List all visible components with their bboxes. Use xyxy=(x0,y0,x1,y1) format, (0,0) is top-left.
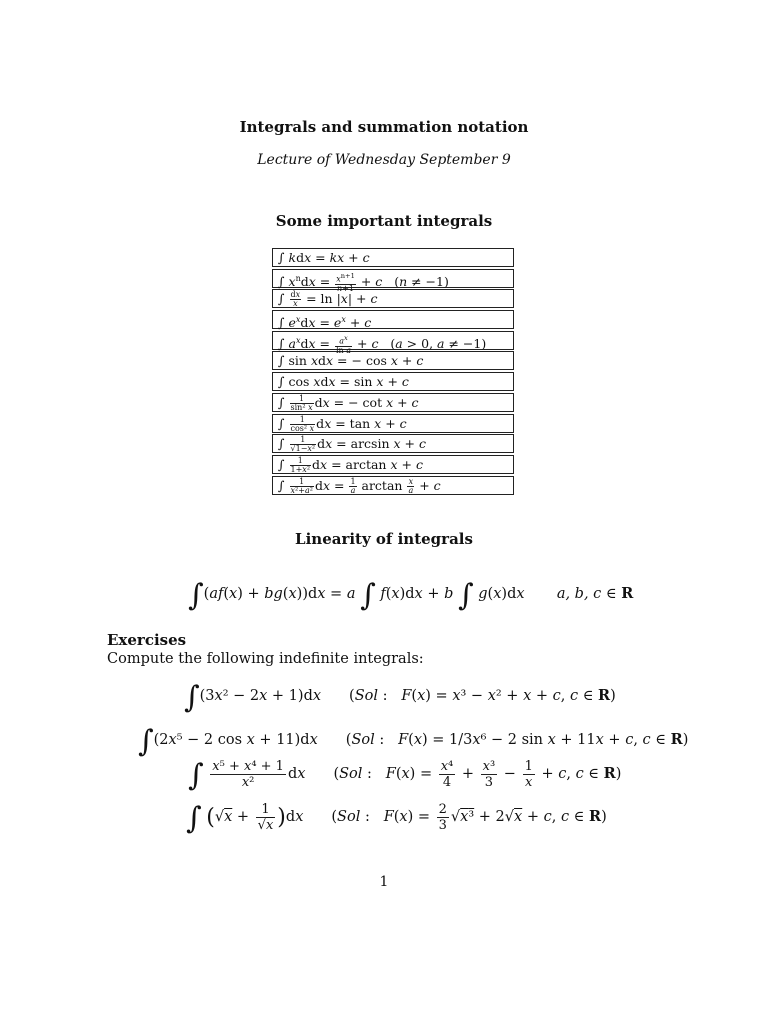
page-title: Integrals and summation notation xyxy=(239,118,529,136)
exercise-item: ∫(2x⁵ − 2 cos x + 11)dx (Sol : F(x) = 1/3x⁶ − 2 sin x + 11x + c, c ∈ R) xyxy=(138,724,689,759)
page-number: 1 xyxy=(379,874,389,890)
exercises-intro: Compute the following indefinite integrals: xyxy=(107,651,424,667)
formula-row: ∫ cos xdx = sin x + c xyxy=(272,372,514,391)
formula-row: ∫ $a^xdx$ = $\frac{a^x}{\text{ln a}}$ + c (a > 0, a ≠ −1) xyxy=(272,331,514,350)
exercise-item: ∫ $\frac{\text{x⁵ + x⁴ + 1}}{\text{x²}}$ dx (Sol : F(x) = $\frac{\text{x⁴}}{4}$ + $\frac{\text{x³}}{3}$ − $\frac{1}{x}$ + c, c ∈ R) xyxy=(188,758,622,793)
formula-row: ∫ $\frac{1}{\text{√1−x²}}$ dx = arcsin x + c xyxy=(272,434,514,453)
formula-row: ∫ $\frac{1}{\text{x²+a²}}$ dx = $\frac{1}{a}$ arctan $\frac{x}{a}$ + c xyxy=(272,476,514,495)
section-heading-linearity: Linearity of integrals xyxy=(295,530,473,548)
formula-row: ∫ $e^xdx = e^x + c$ xyxy=(272,310,514,329)
formula-row: ∫ $x^ndx$ = $\frac{x^{n+1}}{n+1}$ + c (n ≠ −1) xyxy=(272,269,514,288)
formula-row: ∫ $\frac{1}{\text{1+x²}}$ dx = arctan x + c xyxy=(272,455,514,474)
formula-row: ∫ kdx = kx + c xyxy=(272,248,514,267)
exercise-item: ∫ (√x + $\frac{1}{√x}$ )dx (Sol : F(x) = $\frac{2}{3}$ √x³ + 2√x + c, c ∈ R) xyxy=(186,801,607,836)
formula-row: ∫ $\frac{dx}{x}$ = ln |x| + c xyxy=(272,289,514,308)
section-heading-important-integrals: Some important integrals xyxy=(275,212,493,230)
formula-row: ∫ $\frac{1}{\text{sin² x}}$ dx = − cot x + c xyxy=(272,393,514,412)
page-subtitle: Lecture of Wednesday September 9 xyxy=(257,152,511,168)
exercise-item: ∫(3x² − 2x + 1)dx (Sol : F(x) = x³ − x² + x + c, c ∈ R) xyxy=(184,680,616,715)
integral-formula-list xyxy=(272,248,514,496)
formula-row: ∫ sin xdx = − cos x + c xyxy=(272,351,514,370)
formula-row: ∫ $\frac{1}{\text{cos² x}}$ dx = tan x + c xyxy=(272,414,514,433)
linearity-formula: ∫(af(x) + bg(x))dx = a ∫ f(x)dx + b ∫ g(x)dx a, b, c ∈ R xyxy=(188,578,634,613)
exercises-heading: Exercises xyxy=(107,631,187,649)
